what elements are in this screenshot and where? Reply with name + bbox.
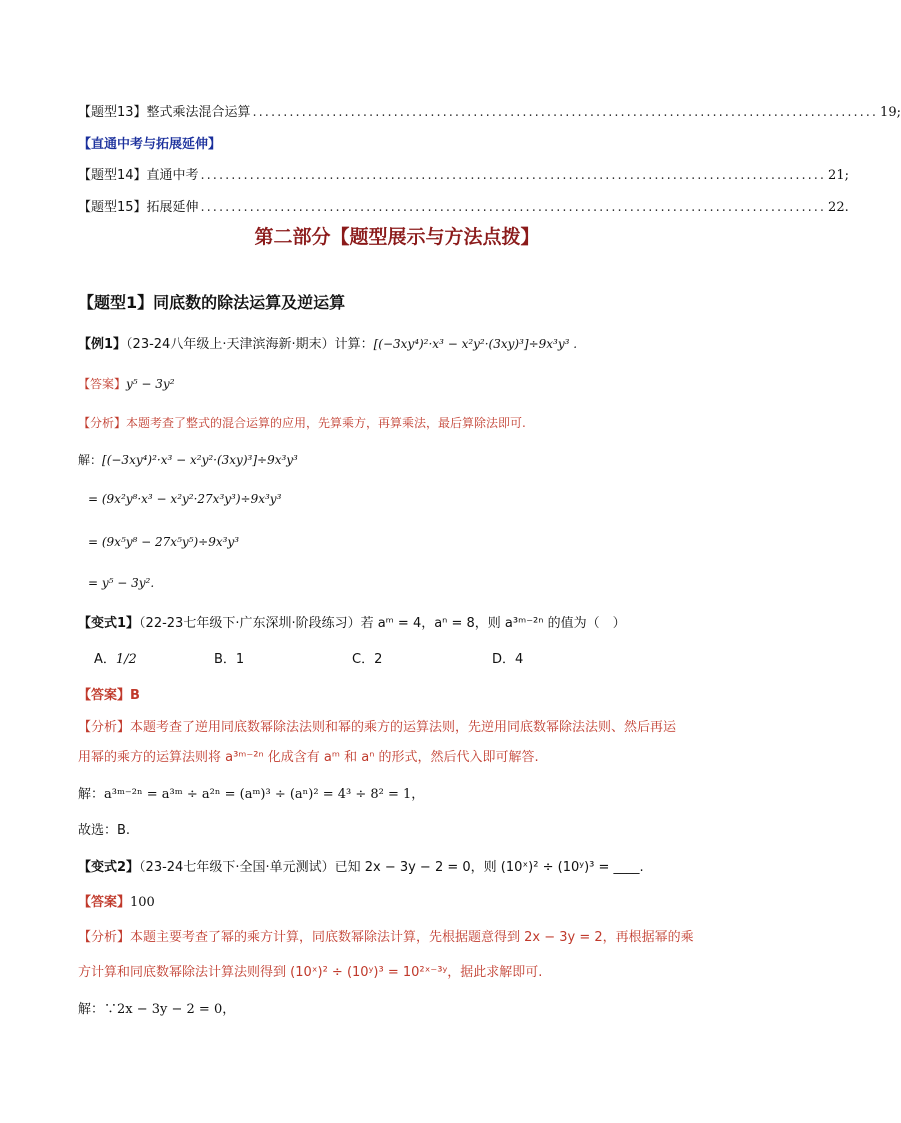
option-key: D． bbox=[492, 652, 516, 667]
variant2-analysis-2: 方计算和同底数幂除法计算法则得到 (10ˣ)² ÷ (10ʸ)³ = 10²ˣ⁻³ʸ，据此求解即可. bbox=[78, 965, 543, 980]
answer-tag: 【答案】 bbox=[78, 377, 127, 391]
answer-value: 100 bbox=[130, 895, 155, 910]
variant2-analysis-1 bbox=[78, 926, 694, 945]
toc-label: 【题型15】拓展延伸 bbox=[78, 200, 199, 215]
toc-page: 21; bbox=[828, 168, 849, 183]
toc-section-title: 【直通中考与拓展延伸】 bbox=[78, 137, 222, 152]
variant1-answer bbox=[78, 684, 140, 703]
analysis-text: 本题考查了逆用同底数幂除法法则和幂的乘方的运算法则，先逆用同底数幂除法法则、然后再运 bbox=[130, 720, 677, 735]
example1-answer bbox=[78, 375, 175, 392]
toc-page: 19; bbox=[880, 105, 901, 120]
variant-text: （23-24七年级下·全国·单元测试）已知 2x − 3y − 2 = 0，则 (10ˣ)² ÷ (10ʸ)³ = ____. bbox=[139, 860, 644, 875]
option-value: 1 bbox=[235, 652, 245, 667]
variant2-line bbox=[78, 856, 644, 875]
toc-item-13[interactable] bbox=[78, 101, 901, 123]
example-tag: 【例1】 bbox=[78, 337, 127, 352]
variant-tag: 【变式2】 bbox=[78, 860, 140, 875]
analysis-tag: 【分析】 bbox=[78, 416, 127, 430]
option-value: 1/2 bbox=[115, 652, 137, 667]
example-expression: [(−3xy⁴)²·x³ − x²y²·(3xy)³]÷9x³y³ . bbox=[373, 337, 578, 351]
option-c[interactable] bbox=[352, 648, 382, 667]
example1-solution-1 bbox=[78, 451, 298, 468]
example1-solution-3: = (9x⁵y⁸ − 27x⁵y⁵)÷9x³y³ bbox=[88, 535, 240, 549]
analysis-tag: 【分析】 bbox=[78, 930, 131, 945]
toc-label: 【题型14】直通中考 bbox=[78, 168, 199, 183]
variant-text: （22-23七年级下·广东深圳·阶段练习）若 aᵐ = 4，aⁿ = 8，则 a³ᵐ⁻²ⁿ 的值为（ ） bbox=[139, 616, 626, 631]
answer-value: y⁵ − 3y² bbox=[126, 377, 175, 391]
type1-heading: 【题型1】同底数的除法运算及逆运算 bbox=[78, 293, 346, 312]
toc-item-14[interactable] bbox=[78, 164, 849, 186]
variant1-solution: 解：a³ᵐ⁻²ⁿ = a³ᵐ ÷ a²ⁿ = (aᵐ)³ ÷ (aⁿ)² = 4³ ÷ 8² = 1， bbox=[78, 787, 425, 802]
variant2-solution: 解：∵2x − 3y − 2 = 0， bbox=[78, 1002, 236, 1017]
solution-step: [(−3xy⁴)²·x³ − x²y²·(3xy)³]÷9x³y³ bbox=[102, 453, 298, 467]
variant1-line bbox=[78, 612, 626, 631]
example1-line bbox=[78, 333, 577, 352]
variant1-analysis-2: 用幂的乘方的运算法则将 a³ᵐ⁻²ⁿ 化成含有 aᵐ 和 aⁿ 的形式，然后代入即可解答. bbox=[78, 750, 539, 765]
answer-value: B bbox=[130, 688, 140, 703]
toc-leader: ...................................................................................................... bbox=[200, 200, 827, 215]
option-key: A． bbox=[94, 652, 116, 667]
answer-tag: 【答案】 bbox=[78, 688, 131, 703]
option-value: 2 bbox=[374, 652, 383, 667]
variant-tag: 【变式1】 bbox=[78, 616, 140, 631]
solution-prefix: 解： bbox=[78, 453, 103, 467]
option-value: 4 bbox=[515, 652, 524, 667]
example1-solution-4: = y⁵ − 3y². bbox=[88, 576, 155, 590]
toc-leader: ...................................................................................................... bbox=[200, 168, 827, 183]
variant1-choose: 故选：B. bbox=[78, 823, 131, 838]
variant1-options bbox=[94, 648, 594, 674]
example-source: （23-24八年级上·天津滨海新·期末）计算： bbox=[126, 337, 374, 352]
option-d[interactable] bbox=[492, 648, 523, 667]
option-key: C． bbox=[352, 652, 375, 667]
part-title: 第二部分【题型展示与方法点拨】 bbox=[254, 226, 540, 248]
answer-tag: 【答案】 bbox=[78, 895, 131, 910]
variant2-answer bbox=[78, 891, 155, 910]
toc-label: 【题型13】整式乘法混合运算 bbox=[78, 105, 251, 120]
option-b[interactable] bbox=[214, 648, 244, 667]
option-key: B． bbox=[214, 652, 236, 667]
toc-leader: ...................................................................................................... bbox=[252, 105, 879, 120]
analysis-tag: 【分析】 bbox=[78, 720, 131, 735]
analysis-text: 本题主要考查了幂的乘方计算，同底数幂除法计算，先根据题意得到 2x − 3y = 2，再根据幂的乘 bbox=[130, 930, 694, 945]
analysis-text: 本题考查了整式的混合运算的应用，先算乘方，再算乘法，最后算除法即可. bbox=[126, 416, 526, 430]
toc-page: 22. bbox=[828, 200, 849, 215]
option-a[interactable] bbox=[94, 648, 137, 667]
example1-analysis bbox=[78, 414, 526, 431]
toc-item-15[interactable] bbox=[78, 196, 849, 218]
variant1-analysis-1 bbox=[78, 716, 676, 735]
example1-solution-2: = (9x²y⁸·x³ − x²y²·27x³y³)÷9x³y³ bbox=[88, 492, 282, 506]
